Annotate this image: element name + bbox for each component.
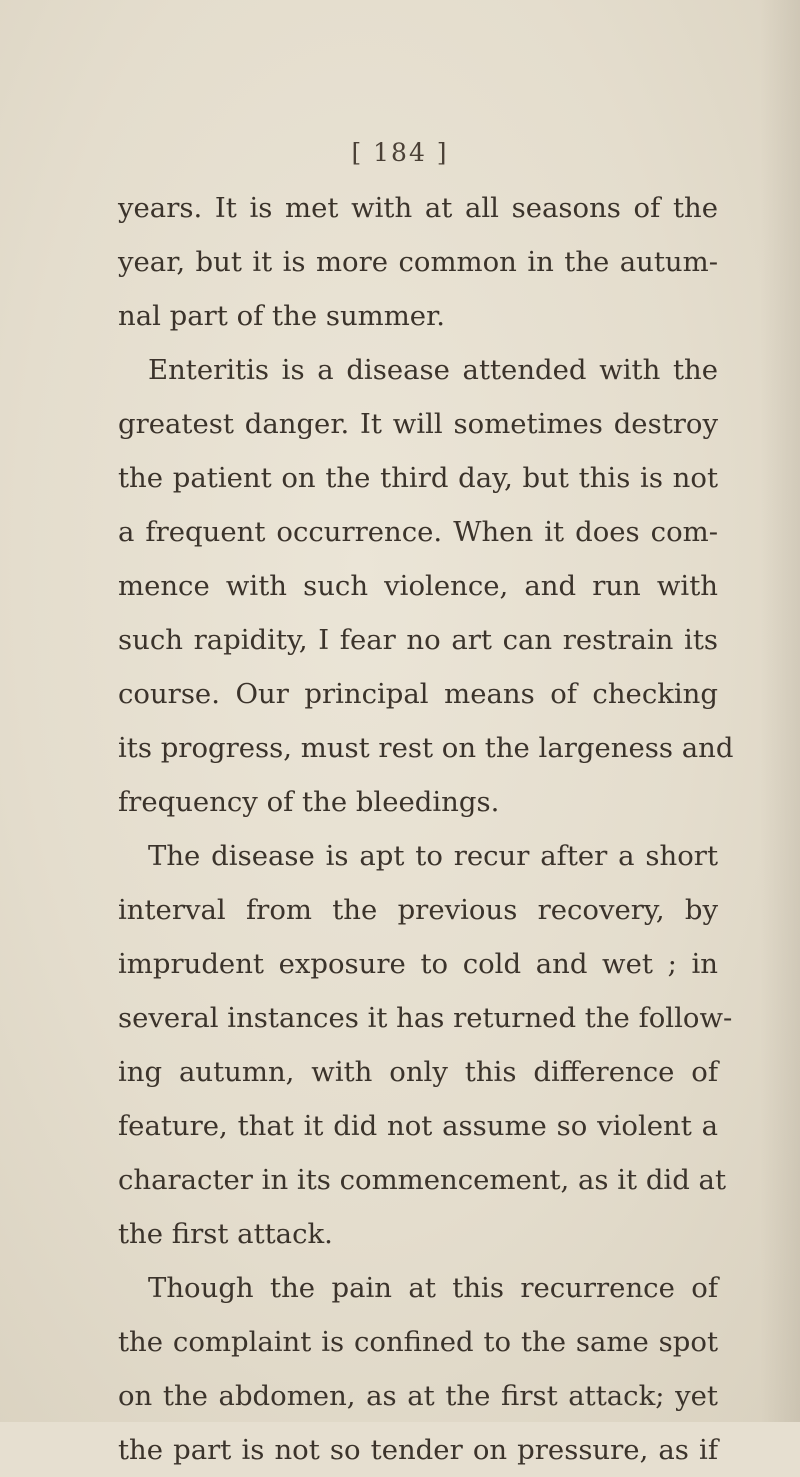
page-edge-shadow bbox=[760, 0, 800, 1422]
text-line: several instances it has returned the follow- bbox=[118, 1002, 733, 1034]
text-line: year, but it is more common in the autum- bbox=[118, 246, 718, 278]
text-line: years. It is met with at all seasons of the bbox=[118, 192, 718, 224]
text-line: the patient on the third day, but this is not bbox=[118, 462, 718, 494]
text-line: character in its commencement, as it did at bbox=[118, 1164, 727, 1196]
text-line: interval from the previous recovery, by bbox=[118, 894, 718, 926]
paragraph-start-line: Enteritis is a disease attended with the bbox=[148, 354, 718, 386]
paragraph-start-line: The disease is apt to recur after a short bbox=[148, 840, 718, 872]
text-line: mence with such violence, and run with bbox=[118, 570, 718, 602]
text-line: nal part of the summer. bbox=[118, 300, 445, 332]
paragraph-start-line: Though the pain at this recurrence of bbox=[148, 1272, 718, 1304]
text-line: course. Our principal means of checking bbox=[118, 678, 718, 710]
body-text bbox=[118, 181, 734, 1477]
text-line: the complaint is confined to the same spot bbox=[118, 1326, 718, 1358]
text-line: feature, that it did not assume so violent a bbox=[118, 1110, 718, 1142]
text-line: greatest danger. It will sometimes destroy bbox=[118, 408, 718, 440]
text-line: the part is not so tender on pressure, as if bbox=[118, 1434, 718, 1466]
text-line: its progress, must rest on the largeness and bbox=[118, 732, 734, 764]
text-line: such rapidity, I fear no art can restrain its bbox=[118, 624, 718, 656]
text-line: on the abdomen, as at the first attack; yet bbox=[118, 1380, 718, 1412]
text-line: a frequent occurrence. When it does com- bbox=[118, 516, 718, 548]
text-line: the first attack. bbox=[118, 1218, 333, 1250]
page-number: [ 184 ] bbox=[351, 138, 449, 167]
text-line: ing autumn, with only this difference of bbox=[118, 1056, 718, 1088]
text-line: imprudent exposure to cold and wet ; in bbox=[118, 948, 718, 980]
text-line: frequency of the bleedings. bbox=[118, 786, 500, 818]
